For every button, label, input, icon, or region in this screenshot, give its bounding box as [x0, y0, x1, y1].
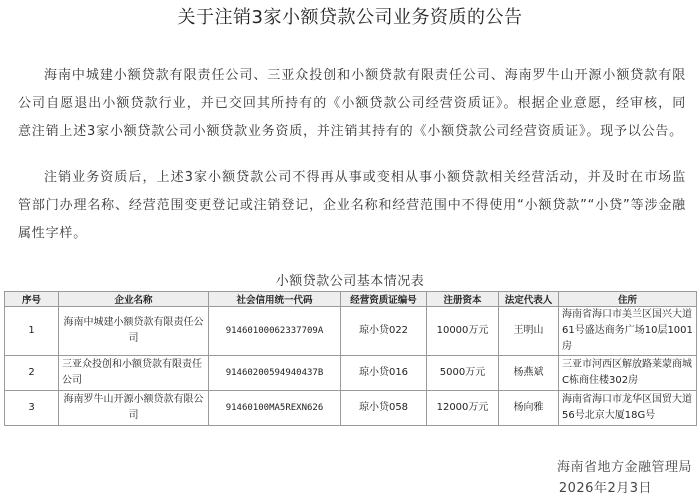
cell-company-name: 海南中城建小额贷款有限责任公司 — [59, 307, 209, 356]
header-registered-capital: 注册资本 — [427, 292, 499, 307]
table-row — [5, 307, 697, 356]
header-legal-representative: 法定代表人 — [499, 292, 559, 307]
table-header-row — [5, 292, 697, 307]
header-credit-code: 社会信用统一代码 — [209, 292, 341, 307]
cell-legal-representative: 杨向雅 — [499, 391, 559, 426]
cell-index: 1 — [5, 307, 59, 356]
cell-address: 三亚市河西区解放路莱蒙商城C栋商住楼302房 — [559, 356, 697, 391]
table-row — [5, 391, 697, 426]
issue-date: 2026年2月3日 — [558, 481, 652, 496]
cell-company-name: 三亚众投创和小额贷款有限责任公司 — [59, 356, 209, 391]
cell-credit-code: 91460100062337709A — [209, 307, 341, 356]
cell-license-number: 琼小贷058 — [341, 391, 427, 426]
cell-address: 海南省海口市龙华区国贸大道56号北京大厦18G号 — [559, 391, 697, 426]
cell-company-name: 海南罗牛山开源小额贷款有限公司 — [59, 391, 209, 426]
header-company-name: 企业名称 — [59, 292, 209, 307]
cell-license-number: 琼小贷016 — [341, 356, 427, 391]
cell-index: 3 — [5, 391, 59, 426]
table-row — [5, 356, 697, 391]
cell-legal-representative: 杨燕斌 — [499, 356, 559, 391]
cell-address: 海南省海口市美兰区国兴大道61号盛达商务广场10层1001房 — [559, 307, 697, 356]
header-license-number: 经营资质证编号 — [341, 292, 427, 307]
page-title: 关于注销3家小额贷款公司业务资质的公告 — [177, 7, 523, 28]
company-info-table — [4, 291, 697, 426]
cell-registered-capital: 10000万元 — [427, 307, 499, 356]
header-index: 序号 — [5, 292, 59, 307]
cell-legal-representative: 王明山 — [499, 307, 559, 356]
body-paragraph-2: 注销业务资质后，上述3家小额贷款公司不得再从事或变相从事小额贷款相关经营活动，并及时在市场监管部门办理名称、经营范围变更登记或注销登记，企业名称和经营范围中不得使用“小额贷款”“小贷”等涉金融属性字样。 — [18, 170, 686, 241]
table-title: 小额贷款公司基本情况表 — [275, 274, 425, 289]
issuing-organization: 海南省地方金融管理局 — [556, 460, 692, 475]
cell-registered-capital: 12000万元 — [427, 391, 499, 426]
header-address: 住所 — [559, 292, 697, 307]
cell-index: 2 — [5, 356, 59, 391]
cell-credit-code: 91460200594940437B — [209, 356, 341, 391]
body-paragraph-1: 海南中城建小额贷款有限责任公司、三亚众投创和小额贷款有限责任公司、海南罗牛山开源小额贷款有限公司自愿退出小额贷款行业，并已交回其所持有的《小额贷款公司经营资质证》。根据企业意愿，经审核，同意注销上述3家小额贷款公司小额贷款业务资质，并注销其持有的《小额贷款公司经营资质证》。现予以公告。 — [18, 68, 686, 139]
cell-license-number: 琼小贷022 — [341, 307, 427, 356]
cell-registered-capital: 5000万元 — [427, 356, 499, 391]
cell-credit-code: 91460100MA5REXN626 — [209, 391, 341, 426]
